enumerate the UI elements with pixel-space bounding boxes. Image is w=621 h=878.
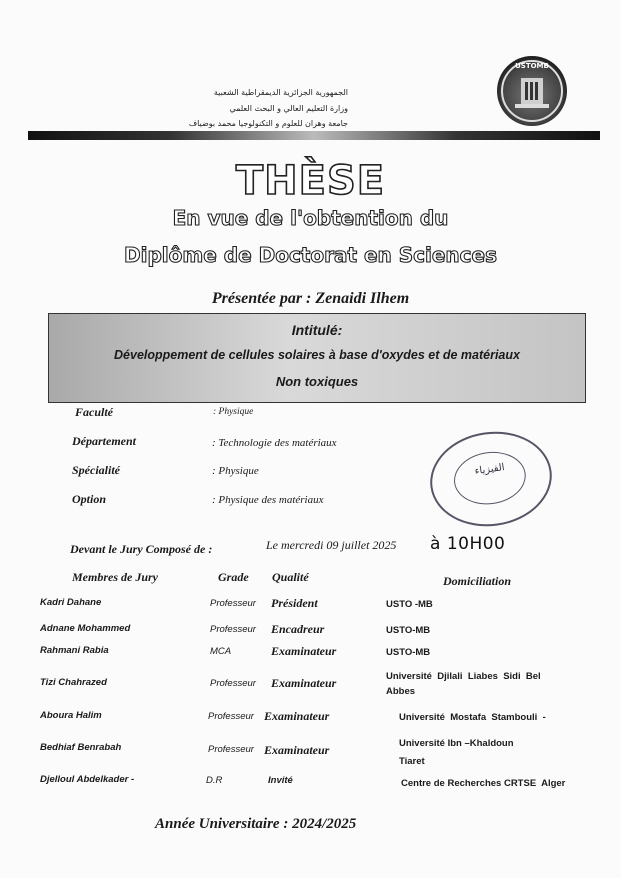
member-qualite: Encadreur <box>271 622 325 636</box>
member-qualite: Invité <box>268 775 293 786</box>
member-domiciliation-line2: Abbes <box>386 686 416 697</box>
building-icon <box>497 56 567 126</box>
arabic-ministry-line: وزارة التعليم العالي و البحث العلمي <box>229 104 348 113</box>
academic-year: Année Universitaire : 2024/2025 <box>155 816 357 832</box>
field-label-option: Option <box>72 492 107 506</box>
header-grade: Grade <box>218 570 249 584</box>
intitule-label: Intitulé: <box>291 322 343 338</box>
jury-intro: Devant le Jury Composé de : <box>70 542 213 556</box>
university-logo <box>497 56 567 126</box>
thesis-title: THÈSE <box>235 158 386 204</box>
member-name: Aboura Halim <box>40 710 102 721</box>
member-domiciliation: USTO-MB <box>386 625 431 636</box>
member-domiciliation: USTO-MB <box>386 647 431 658</box>
member-domiciliation: USTO -MB <box>386 599 433 610</box>
faculty-stamp <box>424 424 558 534</box>
field-value-departement: : Technologie des matériaux <box>212 437 337 449</box>
field-value-option: : Physique des matériaux <box>212 494 324 506</box>
member-name: Bedhiaf Benrabah <box>40 742 122 753</box>
member-name: Rahmani Rabia <box>40 645 109 656</box>
member-grade: Professeur <box>208 744 254 755</box>
member-grade: Professeur <box>208 711 254 722</box>
header-membres: Membres de Jury <box>72 570 158 584</box>
logo-text: USTOMB <box>515 62 549 70</box>
title-box <box>48 313 586 403</box>
member-domiciliation: Université Mostafa Stambouli - <box>399 712 546 723</box>
header-domiciliation: Domiciliation <box>443 574 512 588</box>
header-divider <box>28 131 600 140</box>
arabic-university-line: جامعة وهران للعلوم و التكنولوجيا محمد بوضياف <box>188 119 348 128</box>
member-name: Tizi Chahrazed <box>40 677 107 688</box>
member-domiciliation-line2: Tiaret <box>399 756 425 767</box>
thesis-subtitle-1: En vue de l'obtention du <box>172 206 449 230</box>
thesis-subtitle-2: Diplôme de Doctorat en Sciences <box>124 243 497 267</box>
member-name: Djelloul Abdelkader - <box>40 774 135 785</box>
member-qualite: Examinateur <box>271 676 337 690</box>
field-label-specialite: Spécialité <box>72 463 120 477</box>
member-qualite: Président <box>271 596 318 610</box>
field-label-faculte: Faculté <box>75 405 113 419</box>
defense-date: Le mercredi 09 juillet 2025 <box>266 538 397 552</box>
arabic-republic-line: الجمهورية الجزائرية الديمقراطية الشعبية <box>213 88 348 97</box>
member-grade: Professeur <box>210 624 256 635</box>
member-name: Adnane Mohammed <box>40 623 131 634</box>
member-grade: Professeur <box>210 678 256 689</box>
defense-time-handwritten: à 10H00 <box>430 534 506 554</box>
member-qualite: Examinateur <box>264 709 330 723</box>
member-domiciliation: Centre de Recherches CRTSE Alger <box>401 778 566 789</box>
member-grade: MCA <box>210 646 232 657</box>
member-qualite: Examinateur <box>271 644 337 658</box>
presented-by: Présentée par : Zenaidi Ilhem <box>211 290 410 307</box>
member-name: Kadri Dahane <box>40 597 102 608</box>
field-label-departement: Département <box>72 434 136 448</box>
member-domiciliation: Université Ibn –Khaldoun <box>399 738 514 749</box>
member-grade: D.R <box>206 775 223 786</box>
member-domiciliation: Université Djilali Liabes Sidi Bel <box>386 671 541 682</box>
intitule-line-2: Non toxiques <box>275 374 359 389</box>
intitule-line-1: Développement de cellules solaires à base d'oxydes et de matériaux <box>114 348 520 362</box>
member-grade: Professeur <box>210 598 256 609</box>
header-qualite: Qualité <box>272 570 309 584</box>
stamp-text: الفيزياء <box>474 462 506 478</box>
field-value-specialite: : Physique <box>212 465 259 477</box>
field-value-faculte: : Physique <box>213 407 254 417</box>
member-qualite: Examinateur <box>264 743 330 757</box>
